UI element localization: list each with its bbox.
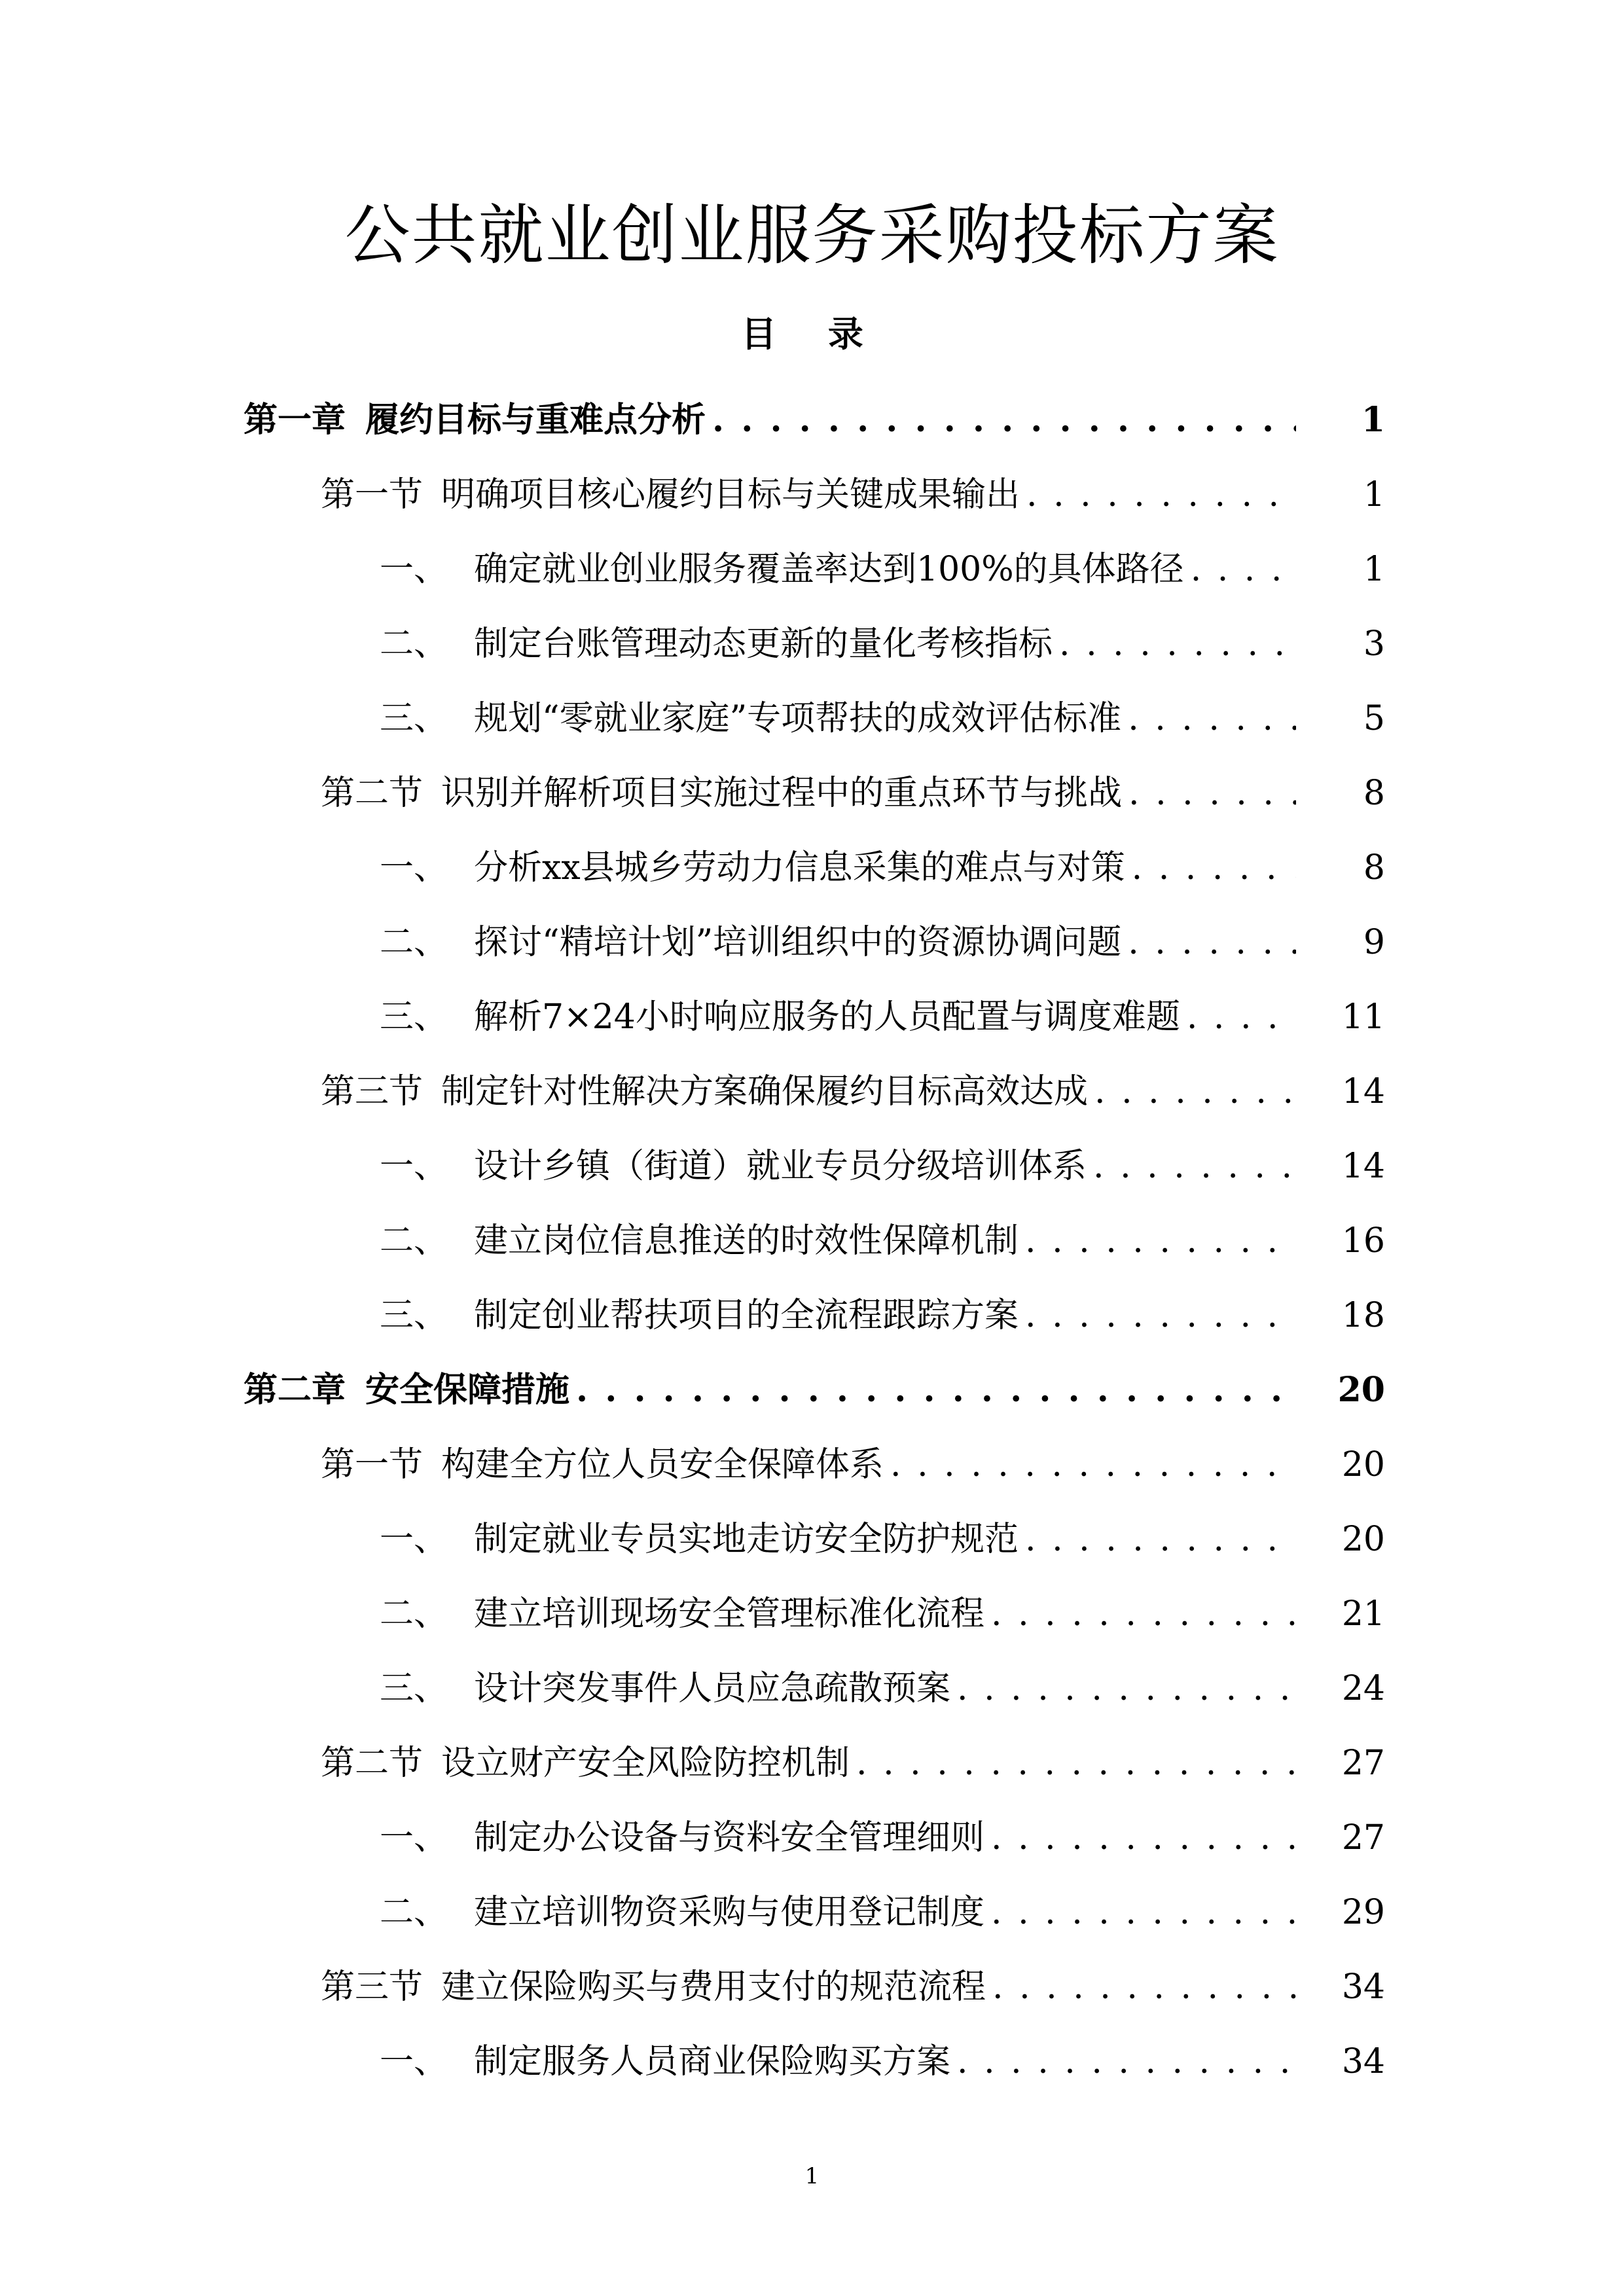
toc-entry-page: 14: [1341, 1147, 1385, 1186]
toc-entry-marker: 第一节: [321, 475, 424, 514]
toc-entry-chapter[interactable]: [0, 1353, 1624, 1427]
toc-entry-page: 3: [1363, 624, 1385, 664]
toc-entry-section[interactable]: [0, 756, 1624, 831]
toc-entry-item[interactable]: [0, 831, 1624, 905]
dot-leader: [1025, 1218, 1296, 1264]
toc-entry-item[interactable]: [0, 2024, 1624, 2099]
toc-entry-marker: 一、: [380, 2042, 448, 2081]
dot-leader: [992, 1964, 1296, 2010]
toc-entry-title: 制定服务人员商业保险购买方案: [474, 2042, 951, 2081]
dot-leader: [1128, 920, 1296, 965]
toc-entry-title: 建立培训物资采购与使用登记制度: [474, 1893, 985, 1932]
toc-entry-title: 建立培训现场安全管理标准化流程: [474, 1594, 985, 1634]
toc-heading: 目 录: [741, 313, 883, 355]
toc-entry-item[interactable]: [0, 607, 1624, 681]
toc-entry-page: 11: [1341, 997, 1385, 1037]
toc-entry-title: 安全保障措施: [365, 1370, 570, 1410]
toc-entry-page: 34: [1341, 2042, 1385, 2081]
toc-entry-item[interactable]: [0, 1801, 1624, 1875]
dot-leader: [890, 1442, 1296, 1488]
dot-leader: [1025, 1516, 1296, 1562]
toc-entry-page: 9: [1363, 923, 1385, 962]
toc-entry-page: 24: [1341, 1669, 1385, 1708]
toc-entry-title: 设计突发事件人员应急疏散预案: [474, 1669, 951, 1708]
toc-entry-item[interactable]: [0, 1204, 1624, 1278]
toc-entry-item[interactable]: [0, 1577, 1624, 1651]
toc-entry-page: 1: [1363, 550, 1385, 589]
toc-entry-title: 制定创业帮扶项目的全流程跟踪方案: [474, 1296, 1019, 1335]
toc-entry-marker: 第一章: [244, 400, 346, 440]
dot-leader: [1132, 845, 1296, 891]
toc-entry-page: 20: [1341, 1445, 1385, 1484]
toc-entry-title: 制定办公设备与资料安全管理细则: [474, 1818, 985, 1857]
toc-entry-section[interactable]: [0, 1054, 1624, 1129]
toc-entry-page: 18: [1341, 1296, 1385, 1335]
toc-entry-marker: 第一节: [321, 1445, 424, 1484]
toc-entry-chapter[interactable]: [0, 383, 1624, 457]
toc-entry-marker: 第二节: [321, 774, 424, 813]
dot-leader: [1187, 994, 1296, 1040]
dot-leader: [1059, 621, 1296, 667]
toc-entry-item[interactable]: [0, 980, 1624, 1054]
toc-entry-page: 21: [1341, 1594, 1385, 1634]
dot-leader: [991, 1890, 1296, 1935]
toc-entry-marker: 二、: [380, 923, 448, 962]
toc-entry-marker: 二、: [380, 624, 448, 664]
document-title: 公共就业创业服务采购投标方案: [344, 197, 1280, 274]
toc-entry-title: 确定就业创业服务覆盖率达到100%的具体路径: [474, 550, 1184, 589]
dot-leader: [712, 397, 1296, 443]
table-of-contents: [0, 383, 1624, 2099]
dot-leader: [991, 1591, 1296, 1637]
toc-entry-marker: 一、: [380, 1818, 448, 1857]
toc-entry-page: 27: [1341, 1744, 1385, 1783]
toc-entry-title: 制定就业专员实地走访安全防护规范: [474, 1520, 1019, 1559]
toc-entry-title: 探讨“精培计划”培训组织中的资源协调问题: [474, 923, 1122, 962]
dot-leader: [957, 1666, 1296, 1712]
toc-entry-section[interactable]: [0, 1726, 1624, 1801]
toc-entry-item[interactable]: [0, 681, 1624, 756]
toc-entry-marker: 第三节: [321, 1072, 424, 1111]
toc-entry-item[interactable]: [0, 532, 1624, 607]
toc-entry-marker: 第二章: [244, 1370, 346, 1410]
toc-entry-marker: 一、: [380, 848, 448, 888]
toc-entry-item[interactable]: [0, 1502, 1624, 1577]
toc-entry-marker: 一、: [380, 550, 448, 589]
dot-leader: [1128, 770, 1296, 816]
toc-entry-title: 规划“零就业家庭”专项帮扶的成效评估标准: [474, 699, 1122, 738]
toc-entry-marker: 第三节: [321, 1967, 424, 2007]
dot-leader: [1191, 547, 1296, 592]
dot-leader: [1128, 696, 1296, 742]
toc-entry-title: 设计乡镇（街道）就业专员分级培训体系: [474, 1147, 1087, 1186]
toc-entry-page: 20: [1337, 1370, 1385, 1410]
toc-entry-page: 8: [1363, 774, 1385, 813]
toc-entry-item[interactable]: [0, 1129, 1624, 1204]
toc-entry-title: 明确项目核心履约目标与关键成果输出: [441, 475, 1020, 514]
toc-entry-title: 制定针对性解决方案确保履约目标高效达成: [441, 1072, 1089, 1111]
toc-entry-title: 履约目标与重难点分析: [365, 400, 706, 440]
toc-entry-page: 1: [1363, 475, 1385, 514]
toc-entry-item[interactable]: [0, 1278, 1624, 1353]
dot-leader: [856, 1740, 1296, 1786]
toc-entry-section[interactable]: [0, 1950, 1624, 2024]
page-number: 1: [804, 2163, 820, 2189]
toc-entry-section[interactable]: [0, 1427, 1624, 1502]
toc-entry-item[interactable]: [0, 1875, 1624, 1950]
toc-entry-marker: 一、: [380, 1520, 448, 1559]
toc-entry-page: 34: [1341, 1967, 1385, 2007]
toc-entry-marker: 第二节: [321, 1744, 424, 1783]
dot-leader: [991, 1815, 1296, 1861]
toc-entry-marker: 三、: [380, 1296, 448, 1335]
toc-entry-title: 建立岗位信息推送的时效性保障机制: [474, 1221, 1019, 1261]
toc-entry-page: 27: [1341, 1818, 1385, 1857]
dot-leader: [1093, 1143, 1296, 1189]
toc-entry-page: 5: [1363, 699, 1385, 738]
dot-leader: [1026, 472, 1296, 518]
toc-entry-title: 建立保险购买与费用支付的规范流程: [441, 1967, 986, 2007]
toc-entry-title: 设立财产安全风险防控机制: [441, 1744, 850, 1783]
toc-entry-page: 16: [1341, 1221, 1385, 1261]
toc-entry-page: 8: [1363, 848, 1385, 888]
toc-entry-marker: 一、: [380, 1147, 448, 1186]
toc-entry-marker: 二、: [380, 1221, 448, 1261]
toc-entry-marker: 三、: [380, 997, 448, 1037]
toc-entry-page: 14: [1341, 1072, 1385, 1111]
toc-entry-marker: 三、: [380, 699, 448, 738]
toc-entry-marker: 二、: [380, 1594, 448, 1634]
toc-entry-title: 分析xx县城乡劳动力信息采集的难点与对策: [474, 848, 1125, 888]
dot-leader: [1025, 1293, 1296, 1338]
toc-entry-page: 20: [1341, 1520, 1385, 1559]
toc-entry-page: 1: [1361, 400, 1385, 440]
toc-entry-marker: 三、: [380, 1669, 448, 1708]
toc-entry-title: 制定台账管理动态更新的量化考核指标: [474, 624, 1053, 664]
toc-entry-title: 解析7×24小时响应服务的人员配置与调度难题: [474, 997, 1180, 1037]
toc-entry-section[interactable]: [0, 457, 1624, 532]
dot-leader: [957, 2039, 1296, 2085]
toc-entry-title: 识别并解析项目实施过程中的重点环节与挑战: [441, 774, 1123, 813]
toc-entry-marker: 二、: [380, 1893, 448, 1932]
dot-leader: [1094, 1069, 1296, 1115]
toc-entry-item[interactable]: [0, 905, 1624, 980]
dot-leader: [576, 1367, 1296, 1413]
toc-entry-item[interactable]: [0, 1651, 1624, 1726]
toc-entry-title: 构建全方位人员安全保障体系: [441, 1445, 884, 1484]
toc-entry-page: 29: [1341, 1893, 1385, 1932]
